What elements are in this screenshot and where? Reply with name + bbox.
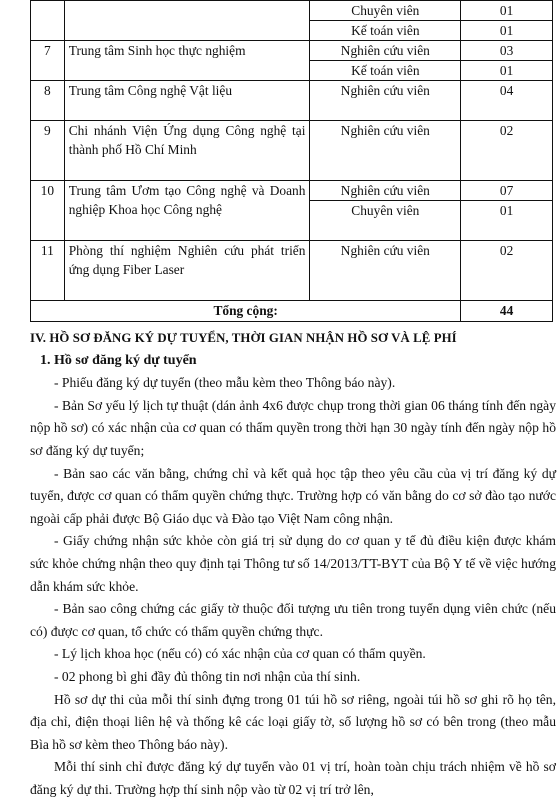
position-count: 02 xyxy=(499,243,514,258)
table-row xyxy=(31,181,553,241)
unit-name: Chi nhánh Viện Ứng dụng Công nghệ tại thành phố Hồ Chí Minh xyxy=(64,121,310,181)
position-count: 01 xyxy=(499,203,514,218)
table-row xyxy=(31,81,553,121)
paragraph: - Lý lịch khoa học (nếu có) có xác nhận của cơ quan có thẩm quyền. xyxy=(54,646,426,662)
quantity-cell xyxy=(461,181,553,241)
position-cell xyxy=(310,81,461,121)
table-row xyxy=(31,41,553,81)
position-count: 03 xyxy=(461,41,552,61)
position-cell xyxy=(310,121,461,181)
position-count: 04 xyxy=(499,83,514,98)
position-title: Nghiên cứu viên xyxy=(340,83,430,98)
paragraph: - 02 phong bì ghi đầy đủ thông tin nơi nhận của thí sinh. xyxy=(54,668,361,684)
unit-name: Trung tâm Sinh học thực nghiệm xyxy=(64,41,310,81)
total-value: 44 xyxy=(461,301,553,322)
document-body xyxy=(30,327,556,801)
unit-name: Trung tâm Công nghệ Vật liệu xyxy=(64,81,310,121)
row-number: 10 xyxy=(31,181,65,241)
row-number xyxy=(31,1,65,41)
position-count: 02 xyxy=(499,123,514,138)
position-title: Nghiên cứu viên xyxy=(310,181,460,201)
row-number: 7 xyxy=(31,41,65,81)
position-title: Kế toán viên xyxy=(351,63,420,78)
paragraph: - Bản sao các văn bằng, chứng chỉ và kết quả học tập theo yêu cầu của vị trí đăng ký dự tuyển, được cơ quan có thẩm quyền chứng thực. Trường hợp có văn bằng do cơ sở đào tạo nước ngoài cấp phải được Bộ Giáo dục và Đào tạo Việt Nam công nhận. xyxy=(30,465,556,526)
paragraph: - Bản Sơ yếu lý lịch tự thuật (dán ảnh 4x6 được chụp trong thời gian 06 tháng tính đến ngày nộp hồ sơ) có xác nhận của cơ quan có thẩm quyền trong thời hạn 30 ngày tính đến ngày nộp hồ sơ đăng ký dự tuyển; xyxy=(30,397,556,458)
total-row xyxy=(31,301,553,322)
row-number: 8 xyxy=(31,81,65,121)
paragraph: Hồ sơ dự thi của mỗi thí sinh đựng trong 01 túi hồ sơ riêng, ngoài túi hồ sơ ghi rõ họ tên, địa chỉ, điện thoại liên hệ và thống kê các loại giấy tờ, số lượng hồ sơ có bên trong (theo mẫu Bìa hồ sơ kèm theo Thông báo này). xyxy=(30,691,556,752)
position-title: Kế toán viên xyxy=(351,23,420,38)
position-title: Nghiên cứu viên xyxy=(340,243,430,258)
table-row xyxy=(31,1,553,41)
position-cell xyxy=(310,181,461,241)
quantity-cell xyxy=(461,121,553,181)
position-cell xyxy=(310,241,461,301)
quantity-cell xyxy=(461,1,553,41)
position-cell xyxy=(310,41,461,81)
position-title: Nghiên cứu viên xyxy=(310,41,460,61)
paragraph: - Phiếu đăng ký dự tuyển (theo mẫu kèm theo Thông báo này). xyxy=(54,375,396,391)
position-title: Nghiên cứu viên xyxy=(340,123,430,138)
unit-name: Trung tâm Ươm tạo Công nghệ và Doanh nghiệp Khoa học Công nghệ xyxy=(64,181,310,241)
row-number: 11 xyxy=(31,241,65,301)
subheading: 1. Hồ sơ đăng ký dự tuyển xyxy=(40,352,197,368)
unit-name xyxy=(64,1,310,41)
total-label: Tổng cộng: xyxy=(31,301,461,322)
quantity-cell xyxy=(461,81,553,121)
paragraph: Mỗi thí sinh chỉ được đăng ký dự tuyển vào 01 vị trí, hoàn toàn chịu trách nhiệm về hồ sơ đăng ký dự thi. Trường hợp thí sinh nộp vào từ 02 vị trí trở lên, xyxy=(30,759,556,797)
paragraph: - Bản sao công chứng các giấy tờ thuộc đối tượng ưu tiên trong tuyển dụng viên chức (nếu có) được cơ quan, tổ chức có thẩm quyền chứng thực. xyxy=(30,601,556,639)
table-row xyxy=(31,121,553,181)
staffing-table xyxy=(30,0,553,322)
section-heading: IV. HỒ SƠ ĐĂNG KÝ DỰ TUYỂN, THỜI GIAN NHẬN HỒ SƠ VÀ LỆ PHÍ xyxy=(30,331,457,345)
position-title: Chuyên viên xyxy=(351,203,420,218)
position-count: 01 xyxy=(461,1,552,21)
row-number: 9 xyxy=(31,121,65,181)
quantity-cell xyxy=(461,241,553,301)
position-title: Chuyên viên xyxy=(310,1,460,21)
position-count: 01 xyxy=(499,23,514,38)
unit-name: Phòng thí nghiệm Nghiên cứu phát triển ứng dụng Fiber Laser xyxy=(64,241,310,301)
position-cell xyxy=(310,1,461,41)
quantity-cell xyxy=(461,41,553,81)
position-count: 07 xyxy=(461,181,552,201)
position-count: 01 xyxy=(499,63,514,78)
table-row xyxy=(31,241,553,301)
paragraph: - Giấy chứng nhận sức khỏe còn giá trị sử dụng do cơ quan y tế đủ điều kiện được khám sức khỏe chứng nhận theo quy định tại Thông tư số 14/2013/TT-BYT của Bộ Y tế về việc hướng dẫn khám sức khỏe. xyxy=(30,533,556,594)
